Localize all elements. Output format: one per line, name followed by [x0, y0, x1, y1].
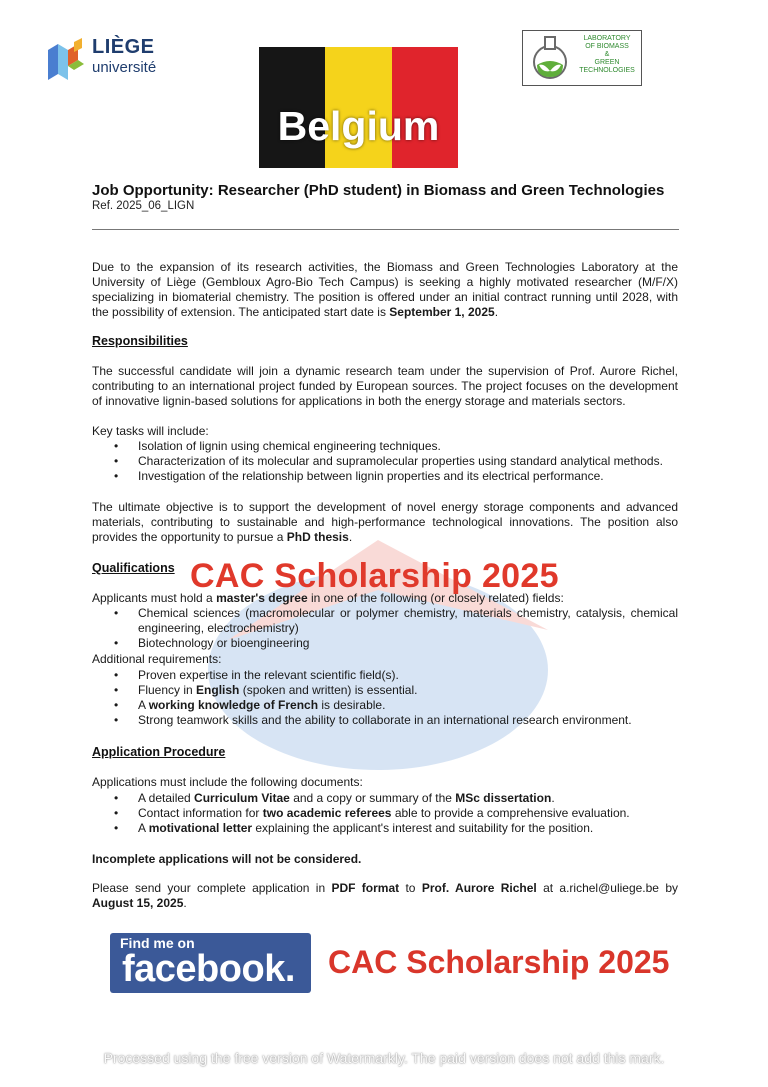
- qualifications-intro: Applicants must hold a master's degree in one of the following (or closely related) fields:: [92, 591, 564, 605]
- send-instructions: Please send your complete application in PDF format to Prof. Aurore Richel at a.richel@uliege.be by August 15, 2025.: [92, 881, 678, 910]
- list-item: • A motivational letter explaining the applicant's interest and suitability for the position.: [112, 821, 678, 836]
- flask-leaf-icon: [527, 35, 573, 81]
- responsibilities-intro: The successful candidate will join a dynamic research team under the supervision of Prof. Aurore Richel, contributing to an international project funded by European sources. The project focuses on the development of innovative lignin-based solutions for applications in both the energy storage and materials sectors.: [92, 364, 678, 408]
- list-item: • Strong teamwork skills and the ability to collaborate in an international research environment.: [112, 713, 678, 728]
- list-item: • A detailed Curriculum Vitae and a copy or summary of the MSc dissertation.: [112, 791, 678, 806]
- key-tasks-label: Key tasks will include:: [92, 424, 209, 438]
- university-logo: [46, 34, 176, 82]
- qualifications-heading: Qualifications: [92, 561, 175, 575]
- list-item: • Proven expertise in the relevant scientific field(s).: [112, 668, 678, 683]
- responsibilities-heading: Responsibilities: [92, 334, 188, 348]
- cac-footer-text: CAC Scholarship 2025: [328, 944, 670, 980]
- cac-watermark: CAC Scholarship 2025: [190, 557, 559, 595]
- objective-paragraph: The ultimate objective is to support the development of novel energy storage components and advanced materials, contributing to sustainable and high-performance technological innovations. The position also provides the opportunity to pursue a PhD thesis.: [92, 500, 678, 544]
- page-title: Job Opportunity: Researcher (PhD student) in Biomass and Green Technologies: [92, 182, 665, 199]
- facebook-badge-small-text: Find me on: [120, 935, 195, 951]
- fields-list: [112, 606, 678, 651]
- divider: [92, 229, 679, 230]
- incomplete-notice: Incomplete applications will not be considered.: [92, 852, 362, 866]
- facebook-badge-logo-text: facebook.: [122, 948, 295, 990]
- list-item: • Fluency in English (spoken and written) is essential.: [112, 683, 678, 698]
- documents-list: [112, 791, 678, 836]
- list-item: • Isolation of lignin using chemical engineering techniques.: [112, 439, 678, 454]
- intro-paragraph: Due to the expansion of its research activities, the Biomass and Green Technologies Laboratory at the University of Liège (Gembloux Agro-Bio Tech Campus) is seeking a highly motivated researcher (M/F/X) specializing in biomaterial chemistry. The position is offered under an initial contract running until 2028, with the possibility of extension. The anticipated start date is September 1, 2025.: [92, 260, 678, 319]
- list-item: • Characterization of its molecular and supramolecular properties using standard analytical methods.: [112, 454, 678, 469]
- list-item: • Contact information for two academic referees able to provide a comprehensive evaluation.: [112, 806, 678, 821]
- facebook-badge[interactable]: [110, 933, 311, 993]
- list-item: • A working knowledge of French is desirable.: [112, 698, 678, 713]
- university-name: LIÈGE: [92, 36, 155, 58]
- university-logo-mark-icon: [46, 38, 86, 82]
- reference-number: Ref. 2025_06_LIGN: [92, 200, 195, 212]
- list-item: • Chemical sciences (macromolecular or polymer chemistry, materials chemistry, catalysis, chemical engineering, electrochemistry): [112, 606, 678, 636]
- watermark-notice: Processed using the free version of Watermarkly. The paid version does not add this mark.: [103, 1050, 665, 1066]
- list-item: • Investigation of the relationship between lignin properties and its electrical performance.: [112, 469, 678, 484]
- lab-logo-text: LABORATORY OF BIOMASS & GREEN TECHNOLOGIES: [579, 35, 635, 74]
- tasks-list: [112, 439, 678, 484]
- additional-requirements-label: Additional requirements:: [92, 652, 222, 666]
- university-subtitle: université: [92, 59, 157, 76]
- flag-label: Belgium: [277, 103, 440, 149]
- list-item: • Biotechnology or bioengineering: [112, 636, 678, 651]
- application-heading: Application Procedure: [92, 745, 226, 759]
- lab-logo: [522, 30, 642, 86]
- requirements-list: [112, 668, 678, 728]
- application-intro: Applications must include the following documents:: [92, 775, 363, 789]
